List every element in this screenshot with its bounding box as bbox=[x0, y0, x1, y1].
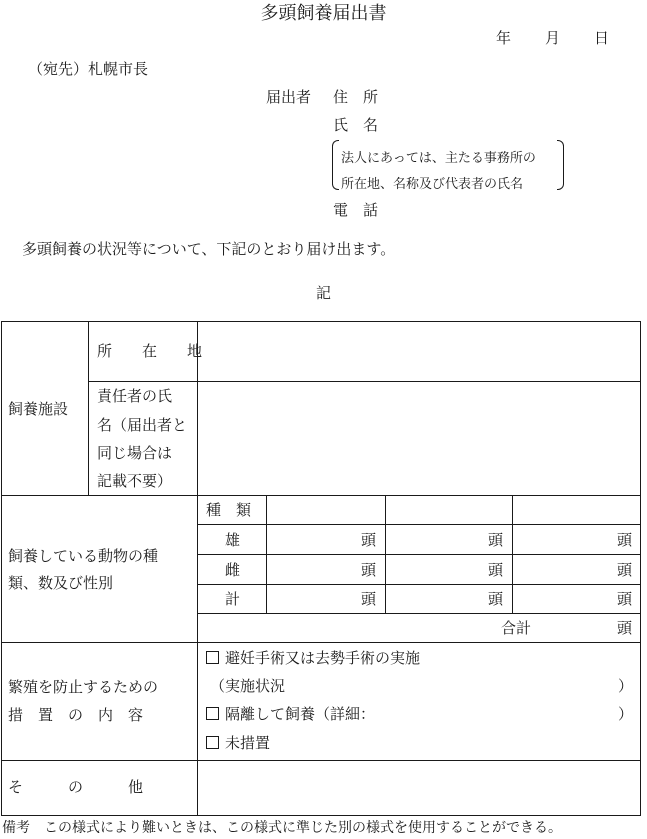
remark-text: 備考 この様式により難いときは、この様式に準じた別の様式を使用することができる。 bbox=[2, 820, 562, 836]
table-border-right bbox=[640, 321, 641, 816]
table-border-bottom bbox=[1, 815, 641, 816]
statement-text: 多頭飼養の状況等について、下記のとおり届け出ます。 bbox=[22, 240, 396, 258]
animals-label-line1: 飼養している動物の種 bbox=[8, 547, 159, 565]
manager-name-field[interactable] bbox=[200, 384, 638, 493]
female-head-unit-3: 頭 bbox=[617, 561, 633, 579]
divider-prevention bbox=[1, 760, 641, 761]
animals-female-label: 雌 bbox=[225, 561, 241, 579]
female-head-unit-1: 頭 bbox=[361, 561, 377, 579]
manager-label-line3: 同じ場合は bbox=[97, 444, 173, 462]
sterilization-detail-label: （実施状況 bbox=[210, 677, 286, 695]
form-title: 多頭飼養届出書 bbox=[260, 3, 387, 24]
date-year: 年 bbox=[495, 29, 511, 47]
animals-col-3 bbox=[512, 495, 513, 613]
table-border-top bbox=[1, 321, 641, 322]
sterilization-label: 避妊手術又は去勢手術の実施 bbox=[225, 649, 421, 667]
ki-heading: 記 bbox=[315, 284, 331, 302]
animals-col-1 bbox=[266, 495, 267, 613]
animals-kind-label: 種 類 bbox=[206, 501, 252, 519]
male-head-unit-2: 頭 bbox=[488, 531, 504, 549]
manager-label-line2: 名（届出者と bbox=[97, 416, 188, 434]
reporter-address-label: 住 所 bbox=[333, 88, 379, 106]
other-field[interactable] bbox=[200, 763, 638, 813]
option-sterilization[interactable] bbox=[206, 651, 420, 666]
sterilization-checkbox[interactable] bbox=[206, 651, 219, 664]
animals-total-label: 合計 bbox=[501, 619, 532, 637]
animals-row-4 bbox=[197, 613, 641, 614]
isolation-label: 隔離して飼養（詳細： bbox=[225, 705, 376, 723]
corporation-note-line2: 所在地、名称及び代表者の氏名 bbox=[341, 177, 524, 192]
subtotal-head-unit-2: 頭 bbox=[488, 590, 504, 608]
none-label: 未措置 bbox=[225, 734, 271, 752]
total-head-unit: 頭 bbox=[617, 619, 633, 637]
male-head-unit-1: 頭 bbox=[361, 531, 377, 549]
isolation-checkbox[interactable] bbox=[206, 707, 219, 720]
option-isolation[interactable] bbox=[206, 707, 375, 722]
none-checkbox[interactable] bbox=[206, 736, 219, 749]
subtotal-head-unit-3: 頭 bbox=[617, 590, 633, 608]
label-col-divider bbox=[197, 321, 198, 816]
manager-label-line1: 責任者の氏 bbox=[97, 387, 173, 405]
manager-label-line4: 記載不要） bbox=[97, 472, 173, 490]
reporter-phone-label: 電 話 bbox=[333, 201, 379, 219]
other-label: そ の 他 bbox=[8, 778, 144, 796]
animals-label-line2: 類、数及び性別 bbox=[8, 574, 114, 592]
reporter-label: 届出者 bbox=[266, 88, 312, 106]
date-day: 日 bbox=[593, 29, 609, 47]
facility-location-field[interactable] bbox=[200, 324, 638, 379]
divider-facility bbox=[1, 495, 641, 496]
date-month: 月 bbox=[544, 29, 560, 47]
animals-subtotal-label: 計 bbox=[225, 590, 241, 608]
option-none[interactable] bbox=[206, 736, 270, 751]
prevention-label-line2: 措 置 の 内 容 bbox=[8, 706, 144, 724]
corporation-note bbox=[332, 140, 564, 190]
facility-row-divider bbox=[88, 381, 641, 382]
reporter-name-label: 氏 名 bbox=[333, 116, 379, 134]
divider-animals bbox=[1, 642, 641, 643]
female-head-unit-2: 頭 bbox=[488, 561, 504, 579]
table-border-left bbox=[1, 321, 2, 816]
facility-label: 飼養施設 bbox=[8, 400, 69, 418]
animals-row-3 bbox=[197, 584, 641, 585]
male-head-unit-3: 頭 bbox=[617, 531, 633, 549]
corporation-note-line1: 法人にあっては、主たる事務所の bbox=[341, 151, 536, 166]
isolation-detail-close: ） bbox=[618, 705, 634, 723]
animals-male-label: 雄 bbox=[225, 531, 241, 549]
animals-row-2 bbox=[197, 554, 641, 555]
animals-row-1 bbox=[197, 524, 641, 525]
subtotal-head-unit-1: 頭 bbox=[361, 590, 377, 608]
facility-location-label: 所 在 地 bbox=[97, 342, 203, 360]
animals-col-2 bbox=[385, 495, 386, 613]
prevention-label-line1: 繁殖を防止するための bbox=[8, 678, 159, 696]
sterilization-detail-close: ） bbox=[618, 677, 634, 695]
facility-col-divider bbox=[88, 321, 89, 495]
date-line bbox=[496, 31, 609, 46]
addressee: （宛先）札幌市長 bbox=[28, 60, 149, 78]
